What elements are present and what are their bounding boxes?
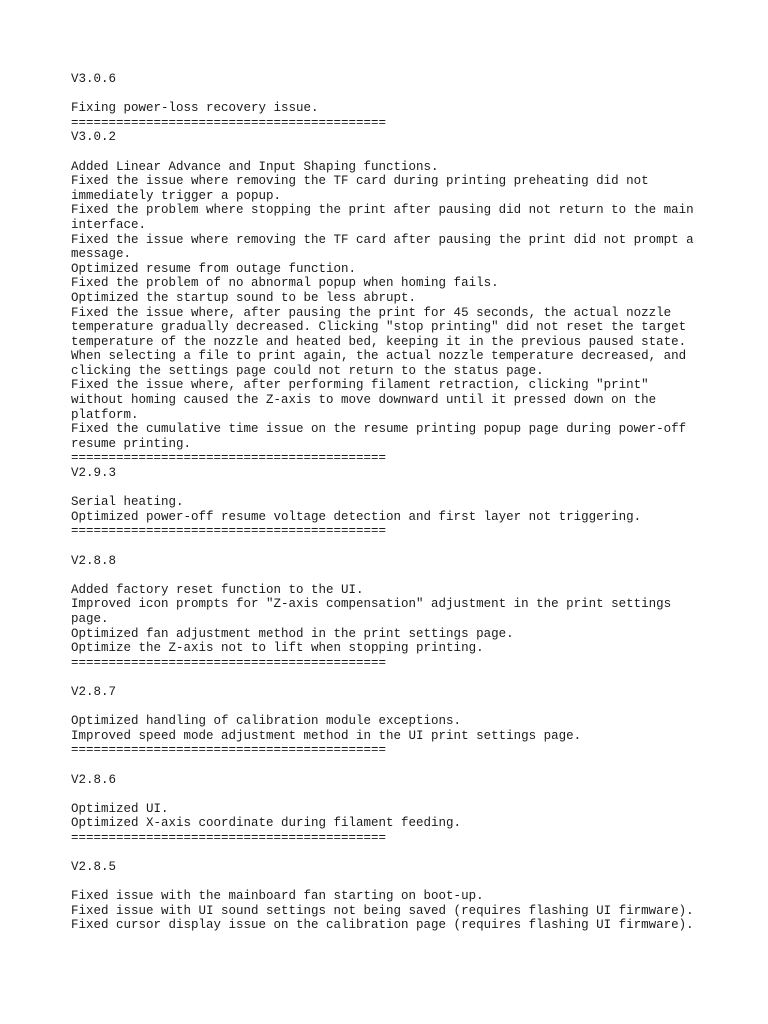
changelog-line: temperature gradually decreased. Clicking "stop printing" did not reset the target <box>71 320 687 335</box>
section-divider: ========================================== <box>71 115 387 130</box>
section-divider: ========================================== <box>71 655 387 670</box>
changelog-line: Improved speed mode adjustment method in the UI print settings page. <box>71 728 582 743</box>
changelog-line: interface. <box>71 217 147 232</box>
changelog-line: platform. <box>71 407 139 422</box>
version-heading: V2.9.3 <box>71 466 117 481</box>
changelog-line: Fixed the problem where stopping the print after pausing did not return to the main <box>71 203 694 218</box>
blank-line <box>71 539 761 554</box>
changelog-line: Fixed cursor display issue on the calibration page (requires flashing UI firmware). <box>71 918 694 933</box>
version-heading: V3.0.2 <box>71 130 117 145</box>
section-divider: ========================================== <box>71 451 387 466</box>
changelog-document <box>71 72 761 933</box>
blank-line <box>71 568 761 583</box>
changelog-line: When selecting a file to print again, the actual nozzle temperature decreased, and <box>71 349 687 364</box>
changelog-line: resume printing. <box>71 436 192 451</box>
changelog-line: Added Linear Advance and Input Shaping functions. <box>71 159 439 174</box>
changelog-line: Optimized resume from outage function. <box>71 261 357 276</box>
version-heading: V2.8.6 <box>71 772 117 787</box>
changelog-line: Optimized UI. <box>71 801 169 816</box>
changelog-line: Serial heating. <box>71 495 184 510</box>
changelog-line: clicking the settings page could not return to the status page. <box>71 363 544 378</box>
section-divider: ========================================== <box>71 743 387 758</box>
blank-line <box>71 87 761 102</box>
blank-line <box>71 875 761 890</box>
blank-line <box>71 145 761 160</box>
changelog-line: Fixed the issue where removing the TF card during printing preheating did not <box>71 174 649 189</box>
changelog-line: without homing caused the Z-axis to move downward until it pressed down on the <box>71 393 657 408</box>
changelog-line: Fixed the issue where, after pausing the print for 45 seconds, the actual nozzle <box>71 305 672 320</box>
changelog-line: Fixed the cumulative time issue on the resume printing popup page during power-off <box>71 422 687 437</box>
changelog-line: Optimize the Z-axis not to lift when stopping printing. <box>71 641 484 656</box>
blank-line <box>71 758 761 773</box>
section-divider: ========================================== <box>71 524 387 539</box>
changelog-line: message. <box>71 247 132 262</box>
changelog-line: Fixed the issue where, after performing filament retraction, clicking "print" <box>71 378 649 393</box>
changelog-line: Optimized power-off resume voltage detection and first layer not triggering. <box>71 509 642 524</box>
changelog-line: page. <box>71 611 109 626</box>
changelog-line: Optimized X-axis coordinate during filament feeding. <box>71 816 462 831</box>
changelog-line: Fixed the issue where removing the TF card after pausing the print did not prompt a <box>71 232 694 247</box>
changelog-line: Fixing power-loss recovery issue. <box>71 101 319 116</box>
changelog-line: Optimized handling of calibration module exceptions. <box>71 714 462 729</box>
version-heading: V3.0.6 <box>71 72 117 86</box>
blank-line <box>71 787 761 802</box>
blank-line <box>71 700 761 715</box>
changelog-line: temperature of the nozzle and heated bed, keeping it in the previous paused state. <box>71 334 687 349</box>
changelog-line: Optimized the startup sound to be less abrupt. <box>71 290 417 305</box>
changelog-line: Improved icon prompts for "Z-axis compensation" adjustment in the print settings <box>71 597 672 612</box>
changelog-line: immediately trigger a popup. <box>71 188 282 203</box>
changelog-line: Fixed issue with UI sound settings not being saved (requires flashing UI firmware). <box>71 903 694 918</box>
changelog-line: Optimized fan adjustment method in the print settings page. <box>71 626 514 641</box>
blank-line <box>71 670 761 685</box>
blank-line <box>71 481 761 496</box>
version-heading: V2.8.7 <box>71 684 117 699</box>
section-divider: ========================================== <box>71 830 387 845</box>
version-heading: V2.8.8 <box>71 553 117 568</box>
changelog-line: Fixed the problem of no abnormal popup when homing fails. <box>71 276 499 291</box>
version-heading: V2.8.5 <box>71 860 117 875</box>
changelog-line: Fixed issue with the mainboard fan starting on boot-up. <box>71 889 484 904</box>
changelog-line: Added factory reset function to the UI. <box>71 582 364 597</box>
blank-line <box>71 845 761 860</box>
